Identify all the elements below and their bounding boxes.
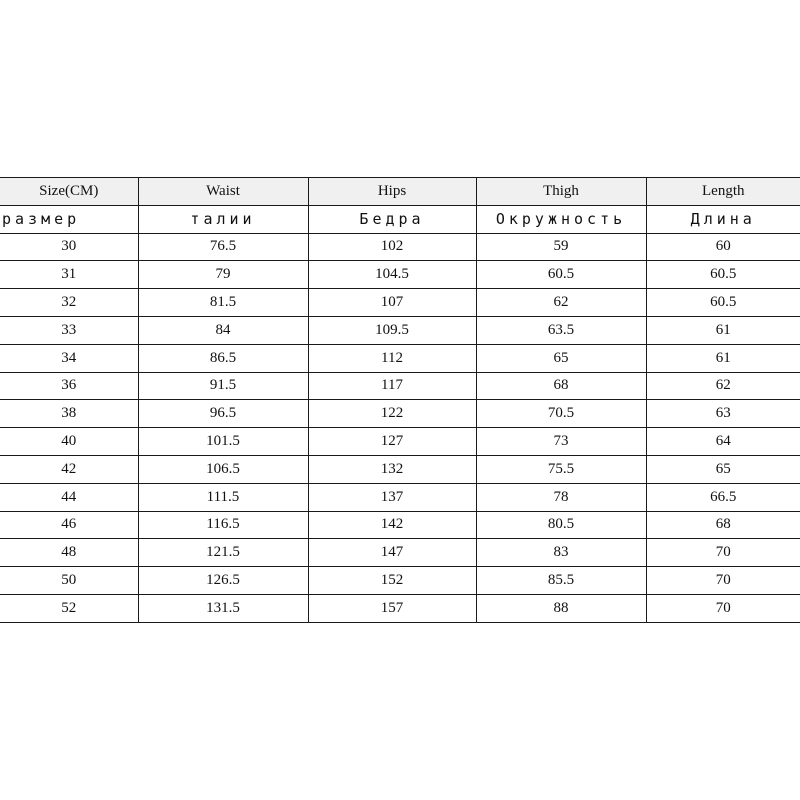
- cell-waist: 121.5: [138, 539, 308, 567]
- cell-size: 52: [0, 594, 138, 622]
- cell-thigh: 68: [476, 372, 646, 400]
- cell-length: 65: [646, 455, 800, 483]
- table-row: [0, 511, 800, 539]
- cell-thigh: 83: [476, 539, 646, 567]
- table-row: [0, 261, 800, 289]
- cell-size: 46: [0, 511, 138, 539]
- cell-hips: 127: [308, 428, 476, 456]
- cell-hips: 147: [308, 539, 476, 567]
- cell-thigh: 62: [476, 289, 646, 317]
- cell-size: 44: [0, 483, 138, 511]
- table-row: [0, 539, 800, 567]
- cell-waist: 111.5: [138, 483, 308, 511]
- header-row-russian: [0, 205, 800, 233]
- table-row: [0, 372, 800, 400]
- cell-length: 63: [646, 400, 800, 428]
- cell-hips: 137: [308, 483, 476, 511]
- cell-waist: 84: [138, 316, 308, 344]
- cell-waist: 131.5: [138, 594, 308, 622]
- cell-hips: 109.5: [308, 316, 476, 344]
- cell-waist: 116.5: [138, 511, 308, 539]
- table-row: [0, 483, 800, 511]
- cell-size: 40: [0, 428, 138, 456]
- table-row: [0, 289, 800, 317]
- header-thigh-ru: Окружность: [476, 205, 646, 233]
- cell-hips: 104.5: [308, 261, 476, 289]
- table-row: [0, 400, 800, 428]
- cell-thigh: 73: [476, 428, 646, 456]
- cell-waist: 126.5: [138, 567, 308, 595]
- cell-size: 30: [0, 233, 138, 261]
- header-thigh: Thigh: [476, 178, 646, 206]
- cell-hips: 132: [308, 455, 476, 483]
- header-length: Length: [646, 178, 800, 206]
- cell-thigh: 59: [476, 233, 646, 261]
- cell-length: 61: [646, 344, 800, 372]
- cell-hips: 102: [308, 233, 476, 261]
- header-waist-ru: талии: [138, 205, 308, 233]
- cell-thigh: 65: [476, 344, 646, 372]
- cell-size: 34: [0, 344, 138, 372]
- cell-size: 31: [0, 261, 138, 289]
- cell-thigh: 60.5: [476, 261, 646, 289]
- cell-waist: 86.5: [138, 344, 308, 372]
- cell-waist: 101.5: [138, 428, 308, 456]
- table-row: [0, 316, 800, 344]
- cell-length: 64: [646, 428, 800, 456]
- table-row: [0, 567, 800, 595]
- header-size: Size(CM): [0, 178, 138, 206]
- cell-length: 60: [646, 233, 800, 261]
- cell-waist: 91.5: [138, 372, 308, 400]
- cell-size: 42: [0, 455, 138, 483]
- cell-size: 48: [0, 539, 138, 567]
- cell-thigh: 70.5: [476, 400, 646, 428]
- header-hips-ru: Бедра: [308, 205, 476, 233]
- cell-size: 32: [0, 289, 138, 317]
- cell-length: 70: [646, 539, 800, 567]
- size-chart-body: [0, 178, 800, 623]
- cell-length: 70: [646, 594, 800, 622]
- cell-length: 70: [646, 567, 800, 595]
- header-waist: Waist: [138, 178, 308, 206]
- cell-hips: 152: [308, 567, 476, 595]
- cell-hips: 157: [308, 594, 476, 622]
- cell-waist: 106.5: [138, 455, 308, 483]
- cell-size: 38: [0, 400, 138, 428]
- cell-waist: 81.5: [138, 289, 308, 317]
- cell-thigh: 75.5: [476, 455, 646, 483]
- cell-length: 68: [646, 511, 800, 539]
- cell-hips: 112: [308, 344, 476, 372]
- cell-length: 62: [646, 372, 800, 400]
- header-row-english: [0, 178, 800, 206]
- cell-length: 61: [646, 316, 800, 344]
- cell-waist: 96.5: [138, 400, 308, 428]
- cell-thigh: 88: [476, 594, 646, 622]
- table-row: [0, 428, 800, 456]
- table-row: [0, 455, 800, 483]
- cell-length: 60.5: [646, 261, 800, 289]
- cell-hips: 122: [308, 400, 476, 428]
- cell-hips: 142: [308, 511, 476, 539]
- cell-size: 36: [0, 372, 138, 400]
- cell-waist: 76.5: [138, 233, 308, 261]
- table-row: [0, 233, 800, 261]
- cell-length: 66.5: [646, 483, 800, 511]
- header-length-ru: Длина: [646, 205, 800, 233]
- table-row: [0, 344, 800, 372]
- cell-thigh: 78: [476, 483, 646, 511]
- cell-thigh: 80.5: [476, 511, 646, 539]
- cell-hips: 117: [308, 372, 476, 400]
- cell-waist: 79: [138, 261, 308, 289]
- cell-size: 33: [0, 316, 138, 344]
- cell-thigh: 63.5: [476, 316, 646, 344]
- cell-thigh: 85.5: [476, 567, 646, 595]
- header-hips: Hips: [308, 178, 476, 206]
- cell-length: 60.5: [646, 289, 800, 317]
- header-size-ru: размер: [0, 205, 138, 233]
- cell-hips: 107: [308, 289, 476, 317]
- size-chart-table: [0, 177, 800, 623]
- table-row: [0, 594, 800, 622]
- cell-size: 50: [0, 567, 138, 595]
